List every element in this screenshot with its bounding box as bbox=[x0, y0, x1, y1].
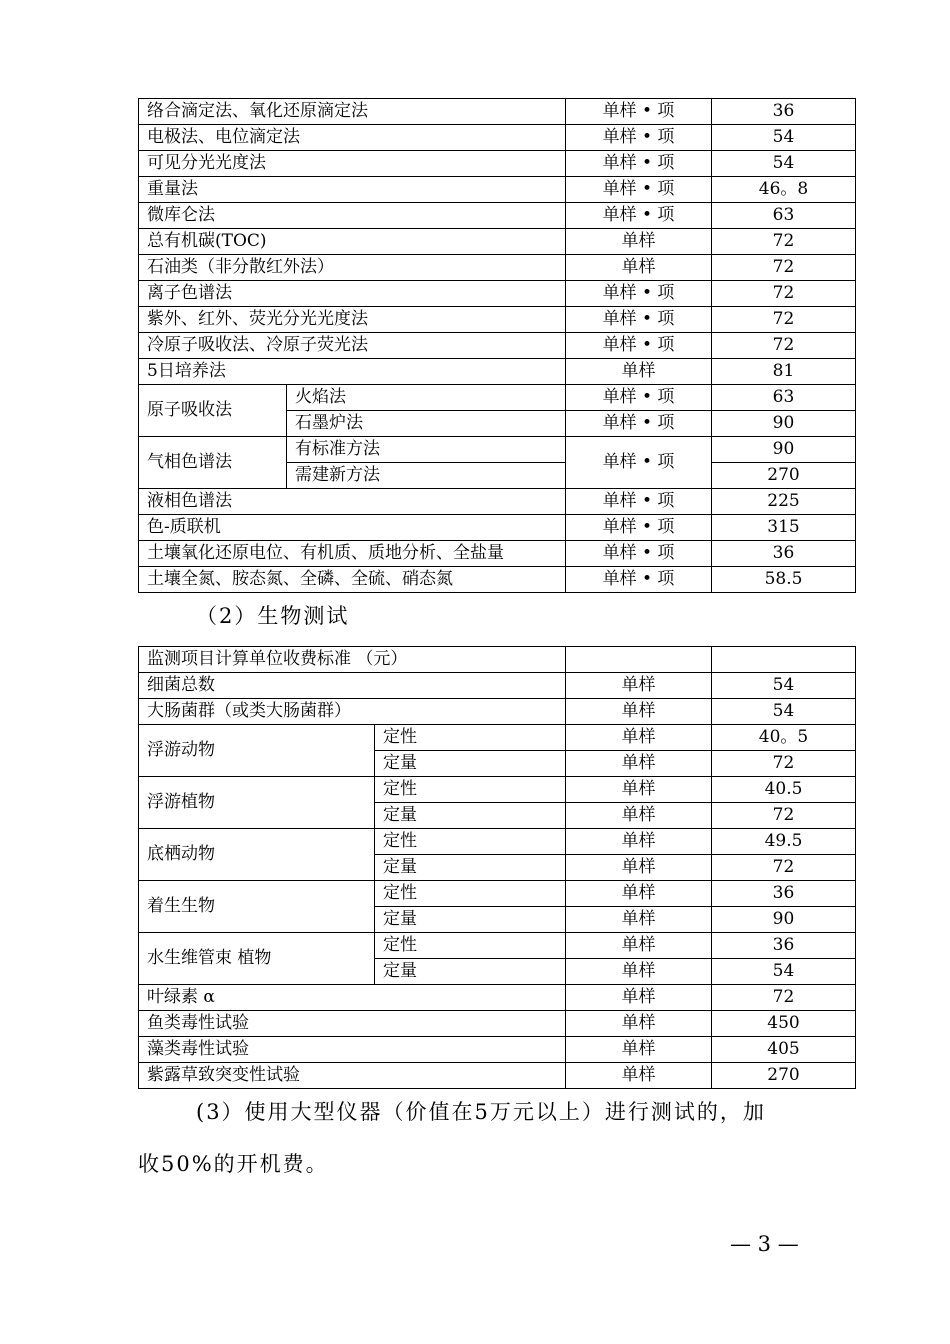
price-cell: 225 bbox=[712, 489, 856, 515]
unit-cell: 单样 bbox=[566, 777, 712, 803]
table-row bbox=[139, 255, 856, 281]
price-cell: 72 bbox=[712, 985, 856, 1011]
unit-cell: 单样 bbox=[566, 725, 712, 751]
unit-cell: 单样 bbox=[566, 829, 712, 855]
method-cell: 微库仑法 bbox=[139, 203, 566, 229]
table-row bbox=[139, 985, 856, 1011]
unit-cell: 单样 bbox=[566, 751, 712, 777]
sub-item-cell: 定量 bbox=[375, 855, 566, 881]
unit-cell: 单样 • 项 bbox=[566, 437, 712, 489]
item-group-cell: 浮游植物 bbox=[139, 777, 375, 829]
price-cell: 72 bbox=[712, 255, 856, 281]
unit-cell: 单样 • 项 bbox=[566, 307, 712, 333]
unit-cell: 单样 • 项 bbox=[566, 281, 712, 307]
table-row bbox=[139, 541, 856, 567]
biological-testing-fee-table bbox=[138, 646, 856, 1089]
unit-cell: 单样 bbox=[566, 229, 712, 255]
empty-header-cell bbox=[566, 647, 712, 673]
table-row bbox=[139, 725, 856, 751]
table-row bbox=[139, 489, 856, 515]
unit-cell: 单样 bbox=[566, 803, 712, 829]
unit-cell: 单样 bbox=[566, 1063, 712, 1089]
table-row bbox=[139, 281, 856, 307]
table-row bbox=[139, 385, 856, 411]
table-row bbox=[139, 777, 856, 803]
method-cell: 可见分光光度法 bbox=[139, 151, 566, 177]
unit-cell: 单样 bbox=[566, 959, 712, 985]
price-cell: 315 bbox=[712, 515, 856, 541]
method-cell: 液相色谱法 bbox=[139, 489, 566, 515]
method-cell: 离子色谱法 bbox=[139, 281, 566, 307]
table-row bbox=[139, 829, 856, 855]
price-cell: 72 bbox=[712, 855, 856, 881]
price-cell: 46。8 bbox=[712, 177, 856, 203]
table-row bbox=[139, 1037, 856, 1063]
table-row bbox=[139, 699, 856, 725]
table-row bbox=[139, 567, 856, 593]
method-cell: 土壤氧化还原电位、有机质、质地分析、全盐量 bbox=[139, 541, 566, 567]
unit-cell: 单样 • 项 bbox=[566, 411, 712, 437]
sub-method-cell: 火焰法 bbox=[287, 385, 566, 411]
price-cell: 90 bbox=[712, 907, 856, 933]
unit-cell: 单样 • 项 bbox=[566, 203, 712, 229]
price-cell: 36 bbox=[712, 541, 856, 567]
table-row bbox=[139, 307, 856, 333]
table-row bbox=[139, 515, 856, 541]
empty-header-cell bbox=[712, 647, 856, 673]
method-cell: 电极法、电位滴定法 bbox=[139, 125, 566, 151]
price-cell: 270 bbox=[712, 463, 856, 489]
table-row bbox=[139, 151, 856, 177]
method-cell: 色-质联机 bbox=[139, 515, 566, 541]
sub-item-cell: 定性 bbox=[375, 777, 566, 803]
unit-cell: 单样 • 项 bbox=[566, 99, 712, 125]
price-cell: 72 bbox=[712, 333, 856, 359]
table-row bbox=[139, 359, 856, 385]
sub-item-cell: 定性 bbox=[375, 881, 566, 907]
unit-cell: 单样 • 项 bbox=[566, 151, 712, 177]
unit-cell: 单样 bbox=[566, 985, 712, 1011]
price-cell: 405 bbox=[712, 1037, 856, 1063]
method-group-cell: 原子吸收法 bbox=[139, 385, 287, 437]
sub-item-cell: 定性 bbox=[375, 725, 566, 751]
table-row bbox=[139, 125, 856, 151]
price-cell: 72 bbox=[712, 281, 856, 307]
item-cell: 鱼类毒性试验 bbox=[139, 1011, 566, 1037]
unit-cell: 单样 bbox=[566, 673, 712, 699]
item-cell: 紫露草致突变性试验 bbox=[139, 1063, 566, 1089]
item-cell: 叶绿素 α bbox=[139, 985, 566, 1011]
price-cell: 54 bbox=[712, 151, 856, 177]
price-cell: 450 bbox=[712, 1011, 856, 1037]
method-cell: 5日培养法 bbox=[139, 359, 566, 385]
table-row bbox=[139, 933, 856, 959]
price-cell: 90 bbox=[712, 437, 856, 463]
price-cell: 63 bbox=[712, 203, 856, 229]
item-group-cell: 水生维管束 植物 bbox=[139, 933, 375, 985]
price-cell: 58.5 bbox=[712, 567, 856, 593]
table-row bbox=[139, 177, 856, 203]
unit-cell: 单样 bbox=[566, 907, 712, 933]
price-cell: 90 bbox=[712, 411, 856, 437]
item-group-cell: 着生生物 bbox=[139, 881, 375, 933]
table-row bbox=[139, 1063, 856, 1089]
price-cell: 81 bbox=[712, 359, 856, 385]
unit-cell: 单样 • 项 bbox=[566, 541, 712, 567]
price-cell: 72 bbox=[712, 307, 856, 333]
unit-cell: 单样 bbox=[566, 855, 712, 881]
table-row bbox=[139, 229, 856, 255]
table-row bbox=[139, 881, 856, 907]
method-cell: 紫外、红外、荧光分光光度法 bbox=[139, 307, 566, 333]
method-cell: 总有机碳(TOC) bbox=[139, 229, 566, 255]
price-cell: 270 bbox=[712, 1063, 856, 1089]
sub-item-cell: 定量 bbox=[375, 751, 566, 777]
price-cell: 54 bbox=[712, 959, 856, 985]
table-row bbox=[139, 333, 856, 359]
unit-cell: 单样 bbox=[566, 1011, 712, 1037]
price-cell: 72 bbox=[712, 803, 856, 829]
table-row bbox=[139, 437, 856, 463]
method-cell: 络合滴定法、氧化还原滴定法 bbox=[139, 99, 566, 125]
method-cell: 土壤全氮、胺态氮、全磷、全硫、硝态氮 bbox=[139, 567, 566, 593]
item-cell: 大肠菌群（或类大肠菌群） bbox=[139, 699, 566, 725]
sub-item-cell: 定性 bbox=[375, 829, 566, 855]
unit-cell: 单样 bbox=[566, 255, 712, 281]
price-cell: 40。5 bbox=[712, 725, 856, 751]
price-cell: 36 bbox=[712, 881, 856, 907]
method-cell: 石油类（非分散红外法） bbox=[139, 255, 566, 281]
table-row bbox=[139, 203, 856, 229]
price-cell: 72 bbox=[712, 751, 856, 777]
table-row bbox=[139, 99, 856, 125]
item-group-cell: 底栖动物 bbox=[139, 829, 375, 881]
unit-cell: 单样 bbox=[566, 881, 712, 907]
item-group-cell: 浮游动物 bbox=[139, 725, 375, 777]
sub-item-cell: 定量 bbox=[375, 803, 566, 829]
header-cell: 监测项目计算单位收费标准 （元） bbox=[139, 647, 566, 673]
price-cell: 54 bbox=[712, 673, 856, 699]
unit-cell: 单样 • 项 bbox=[566, 333, 712, 359]
price-cell: 49.5 bbox=[712, 829, 856, 855]
unit-cell: 单样 bbox=[566, 699, 712, 725]
sub-method-cell: 石墨炉法 bbox=[287, 411, 566, 437]
price-cell: 36 bbox=[712, 99, 856, 125]
method-cell: 重量法 bbox=[139, 177, 566, 203]
method-cell: 冷原子吸收法、冷原子荧光法 bbox=[139, 333, 566, 359]
table-header-row bbox=[139, 647, 856, 673]
sub-item-cell: 定量 bbox=[375, 959, 566, 985]
price-cell: 72 bbox=[712, 229, 856, 255]
price-cell: 36 bbox=[712, 933, 856, 959]
sub-method-cell: 需建新方法 bbox=[287, 463, 566, 489]
unit-cell: 单样 • 项 bbox=[566, 567, 712, 593]
item-cell: 藻类毒性试验 bbox=[139, 1037, 566, 1063]
unit-cell: 单样 bbox=[566, 359, 712, 385]
unit-cell: 单样 • 项 bbox=[566, 515, 712, 541]
method-group-cell: 气相色谱法 bbox=[139, 437, 287, 489]
chemical-analysis-fee-table bbox=[138, 98, 856, 593]
paragraph-3-line-2: 收50%的开机费。 bbox=[138, 1152, 329, 1176]
price-cell: 63 bbox=[712, 385, 856, 411]
unit-cell: 单样 bbox=[566, 1037, 712, 1063]
price-cell: 40.5 bbox=[712, 777, 856, 803]
unit-cell: 单样 • 项 bbox=[566, 489, 712, 515]
unit-cell: 单样 • 项 bbox=[566, 125, 712, 151]
table-row bbox=[139, 1011, 856, 1037]
unit-cell: 单样 • 项 bbox=[566, 177, 712, 203]
unit-cell: 单样 bbox=[566, 933, 712, 959]
price-cell: 54 bbox=[712, 699, 856, 725]
section-heading-biological-testing: （2）生物测试 bbox=[196, 604, 350, 628]
price-cell: 54 bbox=[712, 125, 856, 151]
unit-cell: 单样 • 项 bbox=[566, 385, 712, 411]
table-row bbox=[139, 673, 856, 699]
paragraph-3-line-1: (3）使用大型仪器（价值在5万元以上）进行测试的，加 bbox=[196, 1100, 766, 1124]
sub-item-cell: 定性 bbox=[375, 933, 566, 959]
item-cell: 细菌总数 bbox=[139, 673, 566, 699]
page-number: — 3 — bbox=[730, 1232, 799, 1256]
sub-method-cell: 有标准方法 bbox=[287, 437, 566, 463]
sub-item-cell: 定量 bbox=[375, 907, 566, 933]
